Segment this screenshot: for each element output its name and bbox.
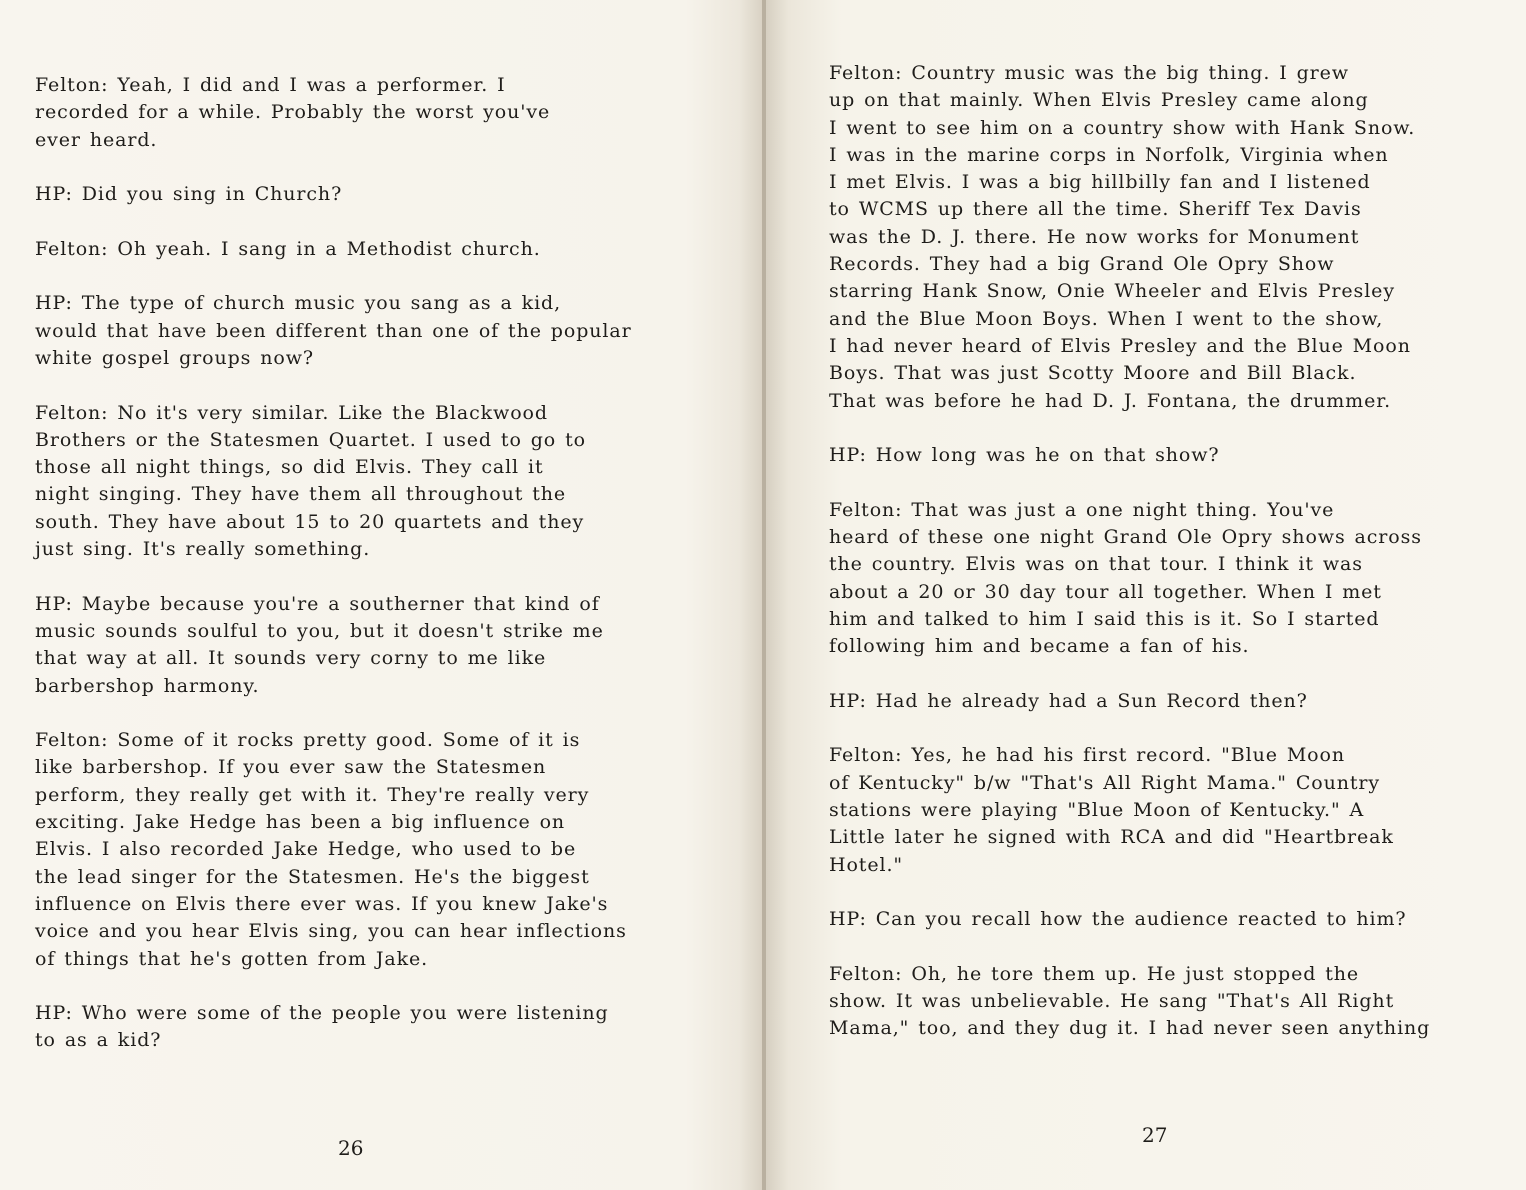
text-line: Boys. That was just Scotty Moore and Bill Black. — [829, 362, 1357, 385]
text-line: would that have been different than one of the popular — [35, 319, 632, 342]
paragraph — [35, 400, 703, 564]
text-line: Felton: No it's very similar. Like the Blackwood — [35, 401, 548, 424]
text-line: ever heard. — [35, 128, 158, 151]
text-line: I was in the marine corps in Norfolk, Virginia when — [829, 143, 1389, 166]
text-line: voice and you hear Elvis sing, you can hear inflections — [35, 920, 627, 943]
text-line: following him and became a fan of his. — [829, 635, 1250, 658]
text-line: HP: The type of church music you sang as a kid, — [35, 292, 562, 315]
paragraph — [35, 727, 703, 973]
text-line: and the Blue Moon Boys. When I went to the show, — [829, 307, 1384, 330]
text-line: Felton: Yes, he had his first record. "Blue Moon — [829, 744, 1345, 767]
text-line: just sing. It's really something. — [35, 538, 371, 561]
text-line: the country. Elvis was on that tour. I think it was — [829, 553, 1363, 576]
text-line: that way at all. It sounds very corny to me like — [35, 647, 547, 670]
text-line: I went to see him on a country show with Hank Snow. — [829, 116, 1416, 139]
text-line: Felton: Some of it rocks pretty good. Some of it is — [35, 729, 581, 752]
text-line: heard of these one night Grand Ole Opry shows across — [829, 526, 1422, 549]
text-line: was the D. J. there. He now works for Monument — [829, 225, 1360, 248]
text-line: Felton: Yeah, I did and I was a performer. I — [35, 74, 506, 96]
text-line: Felton: Oh, he tore them up. He just stopped the — [829, 962, 1360, 985]
paragraph — [35, 591, 703, 700]
text-line: night singing. They have them all throughout the — [35, 483, 567, 506]
paragraph — [35, 290, 703, 372]
right-page — [766, 0, 1526, 1190]
text-line: HP: Who were some of the people you were listening — [35, 1002, 609, 1025]
paragraph — [829, 742, 1519, 878]
text-line: barbershop harmony. — [35, 674, 260, 697]
text-line: those all night things, so did Elvis. They call it — [35, 456, 544, 479]
paragraph — [829, 60, 1519, 415]
text-line: I had never heard of Elvis Presley and the Blue Moon — [829, 334, 1411, 357]
paragraph — [829, 497, 1519, 661]
right-page-text — [829, 60, 1519, 1070]
paragraph — [829, 906, 1519, 933]
text-line: HP: Had he already had a Sun Record then? — [829, 689, 1308, 712]
text-line: him and talked to him I said this is it. So I started — [829, 607, 1380, 630]
text-line: exciting. Jake Hedge has been a big influence on — [35, 811, 566, 834]
page-number-left: 26 — [338, 1136, 364, 1160]
text-line: to WCMS up there all the time. Sheriff Tex Davis — [829, 198, 1362, 221]
text-line: stations were playing "Blue Moon of Kentucky." A — [829, 799, 1365, 822]
text-line: perform, they really get with it. They're really very — [35, 783, 590, 806]
text-line: I met Elvis. I was a big hillbilly fan and I listened — [829, 171, 1371, 194]
left-page — [0, 0, 762, 1190]
text-line: show. It was unbelievable. He sang "That's All Right — [829, 990, 1395, 1013]
text-line: like barbershop. If you ever saw the Statesmen — [35, 756, 547, 779]
text-line: influence on Elvis there ever was. If you knew Jake's — [35, 892, 609, 915]
text-line: HP: Maybe because you're a southerner that kind of — [35, 592, 600, 615]
text-line: of things that he's gotten from Jake. — [35, 947, 429, 970]
text-line: Records. They had a big Grand Ole Opry Show — [829, 253, 1335, 276]
text-line: Felton: Country music was the big thing. I grew — [829, 62, 1349, 84]
text-line: about a 20 or 30 day tour all together. When I met — [829, 580, 1382, 603]
text-line: That was before he had D. J. Fontana, the drummer. — [829, 389, 1392, 412]
text-line: south. They have about 15 to 20 quartets and they — [35, 510, 585, 533]
text-line: the lead singer for the Statesmen. He's the biggest — [35, 865, 590, 888]
text-line: HP: Can you recall how the audience reacted to him? — [829, 908, 1407, 931]
text-line: Hotel." — [829, 853, 904, 876]
text-line: white gospel groups now? — [35, 346, 314, 369]
page-number-right: 27 — [1142, 1123, 1168, 1147]
text-line: Elvis. I also recorded Jake Hedge, who used to be — [35, 838, 577, 861]
text-line: HP: How long was he on that show? — [829, 444, 1220, 467]
text-line: Mama," too, and they dug it. I had never seen anything — [829, 1017, 1431, 1040]
text-line: HP: Did you sing in Church? — [35, 183, 343, 206]
text-line: Felton: Oh yeah. I sang in a Methodist church. — [35, 237, 541, 260]
text-line: music sounds soulful to you, but it doesn't strike me — [35, 619, 604, 642]
paragraph — [829, 442, 1519, 469]
text-line: up on that mainly. When Elvis Presley came along — [829, 89, 1369, 112]
paragraph — [829, 688, 1519, 715]
paragraph — [35, 181, 703, 208]
text-line: starring Hank Snow, Onie Wheeler and Elvis Presley — [829, 280, 1395, 303]
paragraph — [35, 1000, 703, 1055]
paragraph — [35, 236, 703, 263]
text-line: Brothers or the Statesmen Quartet. I used to go to — [35, 428, 586, 451]
paragraph — [35, 72, 703, 154]
left-page-text — [35, 72, 703, 1082]
text-line: recorded for a while. Probably the worst you've — [35, 101, 551, 124]
text-line: of Kentucky" b/w "That's All Right Mama." Country — [829, 771, 1381, 794]
paragraph — [829, 961, 1519, 1043]
text-line: Little later he signed with RCA and did "Heartbreak — [829, 826, 1394, 849]
text-line: Felton: That was just a one night thing. You've — [829, 498, 1335, 521]
text-line: to as a kid? — [35, 1029, 162, 1052]
